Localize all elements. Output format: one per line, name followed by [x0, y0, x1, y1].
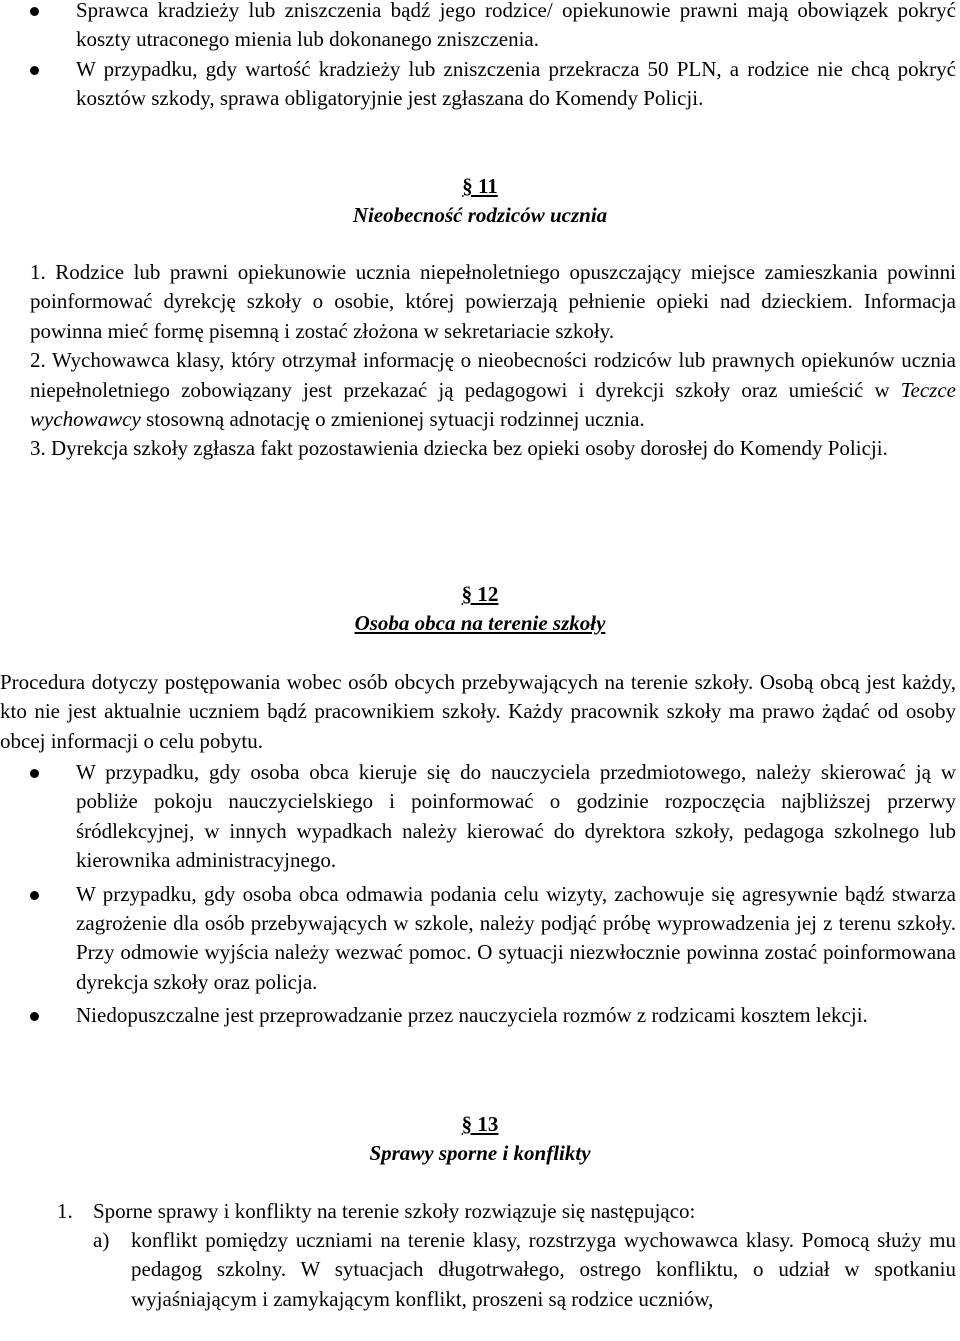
bullet-text: W przypadku, gdy osoba obca kieruje się do nauczyciela przedmiotowego, należy skierować ją w pobliże pokoju nauczycielskiego i poinformować o godzinie rozpoczęcia najbliższej przerwy śródlekcyjnej, w innych wypadkach należy kierować do dyrektora szkoły, pedagoga szkolnego lub kierownika administracyjnego. [76, 760, 956, 873]
paragraph-italic-text: Teczce wychowawcy [30, 377, 956, 432]
section-13-sublist [93, 1226, 956, 1314]
section-13-title [0, 1139, 960, 1168]
section-title: Sprawy sporne i konflikty [369, 1141, 591, 1165]
bullet-text: Sprawca kradzieży lub zniszczenia bądź jego rodzice/ opiekunowie prawni mają obowiązek pokryć koszty utraconego mienia lub dokonanego zniszczenia. [76, 0, 956, 52]
section-title: Nieobecność rodziców ucznia [352, 203, 608, 227]
paragraph-number: 1. [30, 260, 46, 284]
paragraph-text: stosowną adnotację o zmienionej sytuacji rodzinnej ucznia. [140, 407, 645, 432]
section-title: Osoba obca na terenie szkoły [354, 611, 606, 635]
list-item [30, 1001, 956, 1030]
bullet-text: W przypadku, gdy osoba obca odmawia podania celu wizyty, zachowuje się agresywnie bądź stwarza zagrożenie dla osób przebywających w szkole, należy podjąć próbę wyprowadzenia jej z terenu szkoły. Przy odmowie wyjścia należy wezwać pomoc. O sytuacji niezwłocznie powinna zostać poinformowana dyrekcja szkoły oraz policja. [76, 881, 956, 994]
bullet-text: Niedopuszczalne jest przeprowadzanie przez nauczyciela rozmów z rodzicami kosztem lekcji. [76, 1003, 868, 1028]
bullet-icon [30, 7, 39, 16]
section-13-list [57, 1197, 956, 1226]
paragraph-text: Procedura dotyczy postępowania wobec osób obcych przebywających na terenie szkoły. Osobą obcą jest każdy, kto nie jest aktualnie uczniem bądź pracownikiem szkoły. Każdy pracownik szkoły ma prawo żądać od osoby obcej informacji o celu pobytu. [0, 670, 956, 753]
list-text: konflikt pomiędzy uczniami na terenie klasy, rozstrzyga wychowawca klasy. Pomocą służy mu pedagog szkolny. W sytuacjach długotrwałego, ostrego konfliktu, o udział w spotkaniu wyjaśniającym i zamykającym konflikt, proszeni są rodzice uczniów, [131, 1228, 956, 1311]
paragraph [30, 258, 956, 346]
list-item [93, 1226, 956, 1314]
section-12-intro [0, 668, 956, 756]
section-number: § 12 [461, 582, 499, 606]
list-number: 1. [57, 1199, 73, 1223]
list-text: Sporne sprawy i konflikty na terenie szkoły rozwiązuje się następująco: [93, 1199, 696, 1223]
section-11-title [0, 201, 960, 230]
section-11-body [30, 258, 956, 464]
list-item [30, 0, 956, 55]
section-13-number [0, 1110, 960, 1139]
section-12-number [0, 580, 960, 609]
paragraph-text: Wychowawca klasy, który otrzymał informację o nieobecności rodziców lub prawnych opiekunów ucznia niepełnoletniego zobowiązany jest przekazać ją pedagogowi i dyrekcji szkoły oraz umieścić w [30, 348, 956, 402]
list-letter: a) [93, 1228, 110, 1252]
list-item [30, 55, 956, 114]
bullet-icon [30, 891, 39, 900]
bullet-icon [30, 769, 39, 778]
paragraph [30, 346, 956, 434]
section-12-bullet-list [30, 758, 956, 1031]
section-12-title [0, 609, 960, 638]
section-number: § 13 [461, 1112, 499, 1136]
bullet-icon [30, 66, 39, 75]
list-item [30, 880, 956, 998]
bullet-icon [30, 1012, 39, 1021]
list-item [57, 1197, 956, 1226]
paragraph-number: 2. [30, 348, 46, 373]
section-11-number [0, 172, 960, 201]
list-item [30, 758, 956, 876]
paragraph-text: Dyrekcja szkoły zgłasza fakt pozostawienia dziecka bez opieki osoby dorosłej do Komendy Policji. [51, 436, 888, 461]
paragraph-text: Rodzice lub prawni opiekunowie ucznia niepełnoletniego opuszczający miejsce zamieszkania powinni poinformować dyrekcję szkoły o osobie, której powierzają pełnienie opieki nad dzieckiem. Informacja powinna mieć formę pisemną i zostać złożona w sekretariacie szkoły. [30, 260, 957, 343]
paragraph-number: 3. [30, 436, 46, 461]
section-number: § 11 [462, 174, 498, 198]
paragraph [30, 434, 956, 463]
bullet-text: W przypadku, gdy wartość kradzieży lub zniszczenia przekracza 50 PLN, a rodzice nie chcą pokryć kosztów szkody, sprawa obligatoryjnie jest zgłaszana do Komendy Policji. [76, 56, 956, 111]
top-bullet-list [30, 0, 956, 114]
